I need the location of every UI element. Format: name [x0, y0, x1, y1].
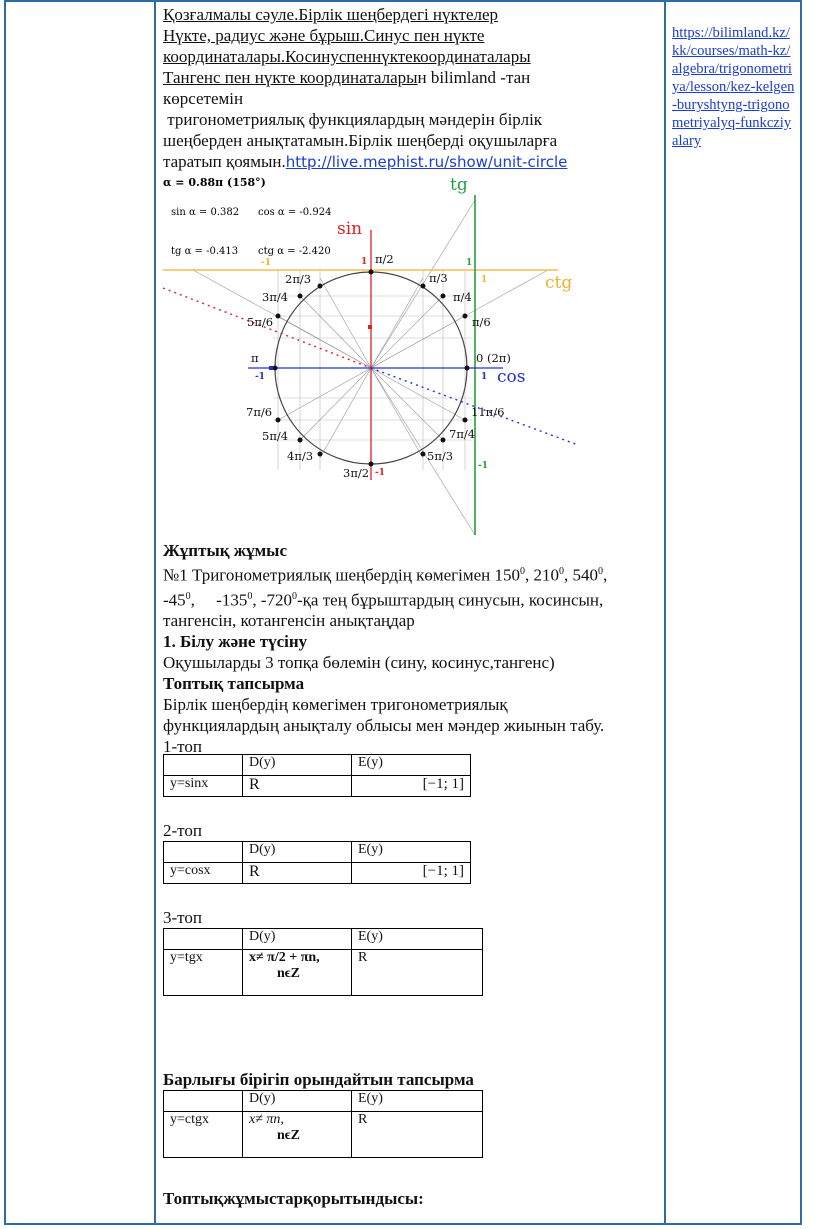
angle-label-pi2: π/2: [375, 252, 394, 266]
alpha-readout: α = 0.88π (158°): [163, 176, 266, 189]
know-text: Оқушыларды 3 топқа бөлемін (сину, косинус,тангенс): [163, 653, 555, 673]
angle-label-pi6: π/6: [472, 315, 491, 329]
unit-circle-diagram: [163, 170, 593, 540]
sin-tick-minus1: -1: [375, 468, 385, 478]
tg-tick-minus1: -1: [478, 461, 488, 471]
angle-label-11pi6: 11π/6: [471, 405, 505, 419]
intro-line-5: көрсетемін: [163, 89, 244, 108]
angle-label-pi3: π/3: [429, 271, 448, 285]
tg-readout: tg α = -0.413: [171, 246, 239, 257]
pair-work-section: Жұптық жұмыс №1 Тригонометриялық шеңбердің көмегімен $150^0$, $210^0$, $540^0$, $-45^0$, $-135^0$, $-720^0-қа$ тең бұрыштардың синусын, косинсын, тангенсін, котангенсін анықтаңдар 1. Білу және түсіну Оқушыларды 3 топқа бөлемін (сину, косинус,тангенс) Топтық тапсырма Бірлік шеңбердің көмегімен тригонометриялық функциялардың анықталу облысы мен мәндер жиынын табу. 1-топ: [163, 540, 663, 757]
ctg-readout: ctg α = -2.420: [258, 246, 331, 257]
intro-line-7: шеңберден анықтатамын.Бірлік шеңберді оқушыларға: [163, 131, 558, 150]
angle-label-5pi4: 5π/4: [262, 429, 289, 443]
table-group3: D(y) E(y) y=tgx x≠ π/2 + πn, nϵZ R: [163, 928, 483, 996]
intro-text-4b: н bilimland -тан: [417, 68, 531, 87]
group2-label: 2-топ: [163, 821, 202, 840]
summary-heading: Топтықжұмыстарқорытындысы:: [163, 1189, 424, 1208]
angle-label-7pi6: 7π/6: [246, 405, 273, 419]
unit-circle-link[interactable]: http://live.mephist.ru/show/unit-circle: [285, 153, 568, 171]
intro-line-8: таратып қоямын.: [163, 152, 286, 171]
intro-link-1[interactable]: Қозғалмалы сәуле: [163, 5, 295, 24]
ctg-tick-1: 1: [481, 275, 488, 285]
ctg-tick-minus1: -1: [261, 258, 271, 268]
pair-heading: Жұптық жұмыс: [163, 541, 287, 560]
intro-line-6: тригонометриялық функциялардың мәндерін бірлік: [163, 110, 543, 129]
table-group2: D(y) E(y) y=cosx R [−1; 1]: [163, 841, 471, 884]
angle-label-3pi2: 3π/2: [343, 466, 370, 480]
group-text-1: Бірлік шеңбердің көмегімен тригонометриялық: [163, 695, 508, 715]
sin-axis-label: sin: [337, 219, 363, 239]
group-text-2: функциялардың анықталу облысы мен мәндер жиынын табу.: [163, 716, 605, 736]
ctg-axis-label: ctg: [545, 273, 573, 293]
group1-label: 1-топ: [163, 737, 202, 757]
know-heading: 1. Білу және түсіну: [163, 632, 308, 652]
angle-label-3pi4: 3π/4: [262, 290, 289, 304]
intro-link-6[interactable]: .Косинуспеннүктекоординаталары: [280, 47, 531, 66]
cos-tick-minus1: -1: [255, 372, 265, 382]
intro-link-3[interactable]: Нүкте, радиус және бұрыш: [163, 26, 360, 45]
angle-label-0: 0 (2π): [476, 351, 511, 365]
table-group1: D(y) E(y) y=sinx R [−1; 1]: [163, 754, 471, 797]
angle-label-7pi4: 7π/4: [449, 427, 476, 441]
angle-label-pi: π: [251, 351, 259, 365]
tg-tick-1: 1: [466, 258, 473, 268]
sin-readout: sin α = 0.382: [171, 207, 240, 218]
angle-label-4pi3: 4π/3: [287, 449, 314, 463]
angle-label-5pi3: 5π/3: [427, 449, 454, 463]
intro-text: [163, 4, 658, 173]
sin-marker: [368, 325, 372, 329]
group-heading: Топтық тапсырма: [163, 674, 305, 694]
cos-axis-label: cos: [497, 367, 526, 387]
intro-link-5[interactable]: координаталары: [163, 47, 281, 66]
intro-link-4[interactable]: .Синус пен нүкте: [359, 26, 485, 45]
cos-marker: [269, 366, 273, 370]
intro-link-2[interactable]: .Бірлік шеңбердегі нүктелер: [294, 5, 499, 24]
angle-label-5pi6: 5π/6: [247, 315, 274, 329]
tg-axis-label: tg: [450, 175, 468, 195]
column-divider-left: [154, 0, 156, 1225]
all-together-heading: Барлығы бірігіп орындайтын тапсырма: [163, 1070, 474, 1089]
group3-label: 3-топ: [163, 908, 202, 927]
table-ctg: D(y) E(y) y=ctgx x≠ πn, nϵZ R: [163, 1090, 483, 1158]
sin-tick-1: 1: [361, 257, 368, 267]
intro-link-7[interactable]: Тангенс пен нүкте координаталары: [163, 68, 418, 87]
angle-label-2pi3: 2π/3: [285, 272, 312, 286]
column-divider-right: [664, 0, 666, 1225]
cos-tick-1: 1: [481, 372, 488, 382]
cos-readout: cos α = -0.924: [258, 207, 332, 218]
pair-task-text: №1 Тригонометриялық шеңбердің көмегімен 150: [163, 565, 521, 585]
pair-task-line3: тангенсін, котангенсін анықтаңдар: [163, 611, 415, 631]
bilimland-link[interactable]: https://bilimland.kz/kk/courses/math-kz/algebra/trigonometriya/lesson/kez-kelgen-buryshtyng-trigonometriyalyq-funkcziyalary: [672, 25, 795, 149]
angle-label-pi4: π/4: [453, 290, 472, 304]
